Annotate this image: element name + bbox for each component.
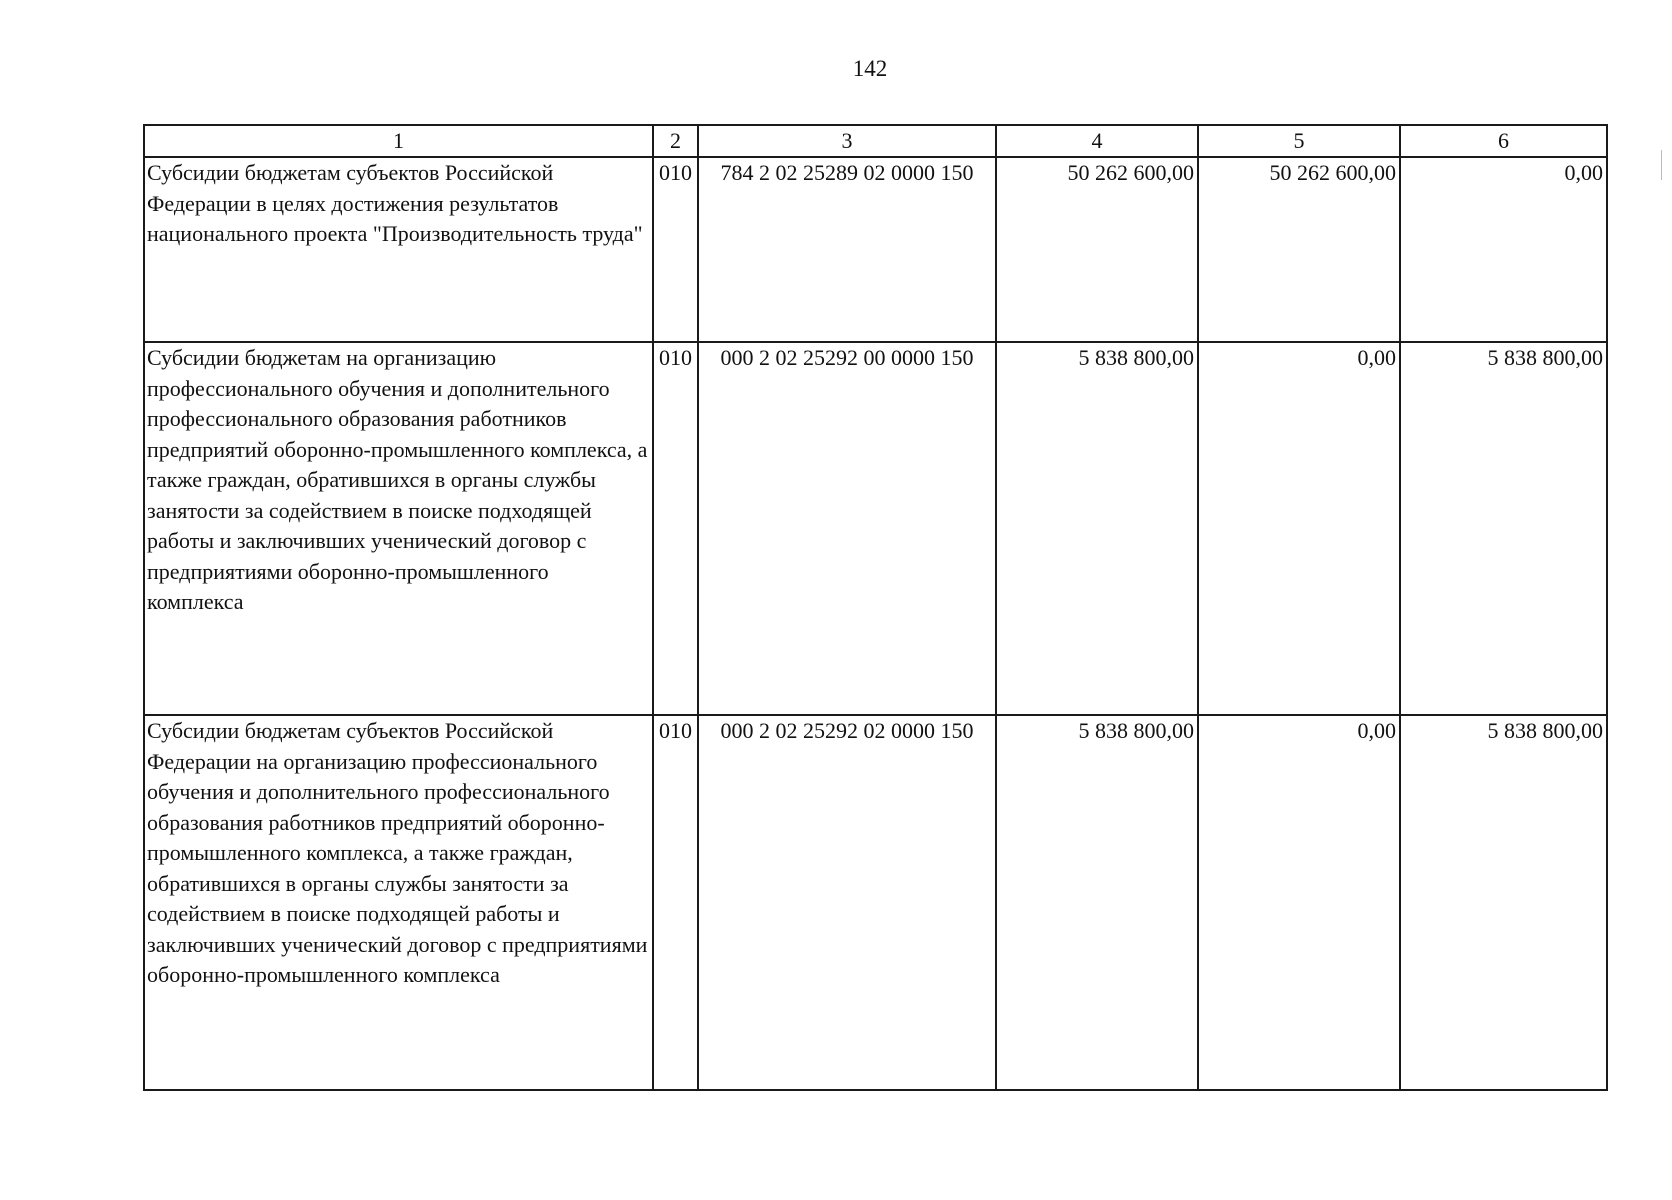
row-col4-cell: 50 262 600,00: [996, 157, 1198, 342]
table-row: [144, 715, 1607, 1090]
table-row: [144, 157, 1607, 342]
row-col5-cell: 0,00: [1198, 342, 1400, 715]
budget-table: [143, 124, 1608, 1091]
column-header-3: 3: [698, 125, 996, 157]
row-col6-cell: 0,00: [1400, 157, 1607, 342]
row-col6-cell: 5 838 800,00: [1400, 342, 1607, 715]
column-header-2: 2: [653, 125, 698, 157]
row-kbk-cell: 000 2 02 25292 00 0000 150: [698, 342, 996, 715]
table-row: [144, 342, 1607, 715]
scan-mark: [1661, 150, 1662, 180]
row-col5-cell: 0,00: [1198, 715, 1400, 1090]
column-header-1: 1: [144, 125, 653, 157]
column-header-6: 6: [1400, 125, 1607, 157]
row-col5-cell: 50 262 600,00: [1198, 157, 1400, 342]
row-col4-cell: 5 838 800,00: [996, 342, 1198, 715]
row-code-cell: 010: [653, 157, 698, 342]
row-code-cell: 010: [653, 715, 698, 1090]
column-header-4: 4: [996, 125, 1198, 157]
row-code-cell: 010: [653, 342, 698, 715]
table-header-row: [144, 125, 1607, 157]
page-number: 142: [852, 56, 888, 81]
row-name-cell: Субсидии бюджетам субъектов Российской Федерации на организацию профессионального обучения и дополнительного профессионального образования работников предприятий оборонно-промышленного комплекса, а также граждан, обратившихся в органы службы занятости за содействием в поиске подходящей работы и заключивших ученический договор с предприятиями оборонно-промышленного комплекса: [144, 715, 653, 1090]
row-kbk-cell: 000 2 02 25292 02 0000 150: [698, 715, 996, 1090]
row-col6-cell: 5 838 800,00: [1400, 715, 1607, 1090]
row-name-cell: Субсидии бюджетам субъектов Российской Федерации в целях достижения результатов национального проекта "Производительность труда": [144, 157, 653, 342]
row-col4-cell: 5 838 800,00: [996, 715, 1198, 1090]
column-header-5: 5: [1198, 125, 1400, 157]
row-name-cell: Субсидии бюджетам на организацию профессионального обучения и дополнительного профессионального образования работников предприятий оборонно-промышленного комплекса, а также граждан, обратившихся в органы службы занятости за содействием в поиске подходящей работы и заключивших ученический договор с предприятиями оборонно-промышленного комплекса: [144, 342, 653, 715]
row-kbk-cell: 784 2 02 25289 02 0000 150: [698, 157, 996, 342]
